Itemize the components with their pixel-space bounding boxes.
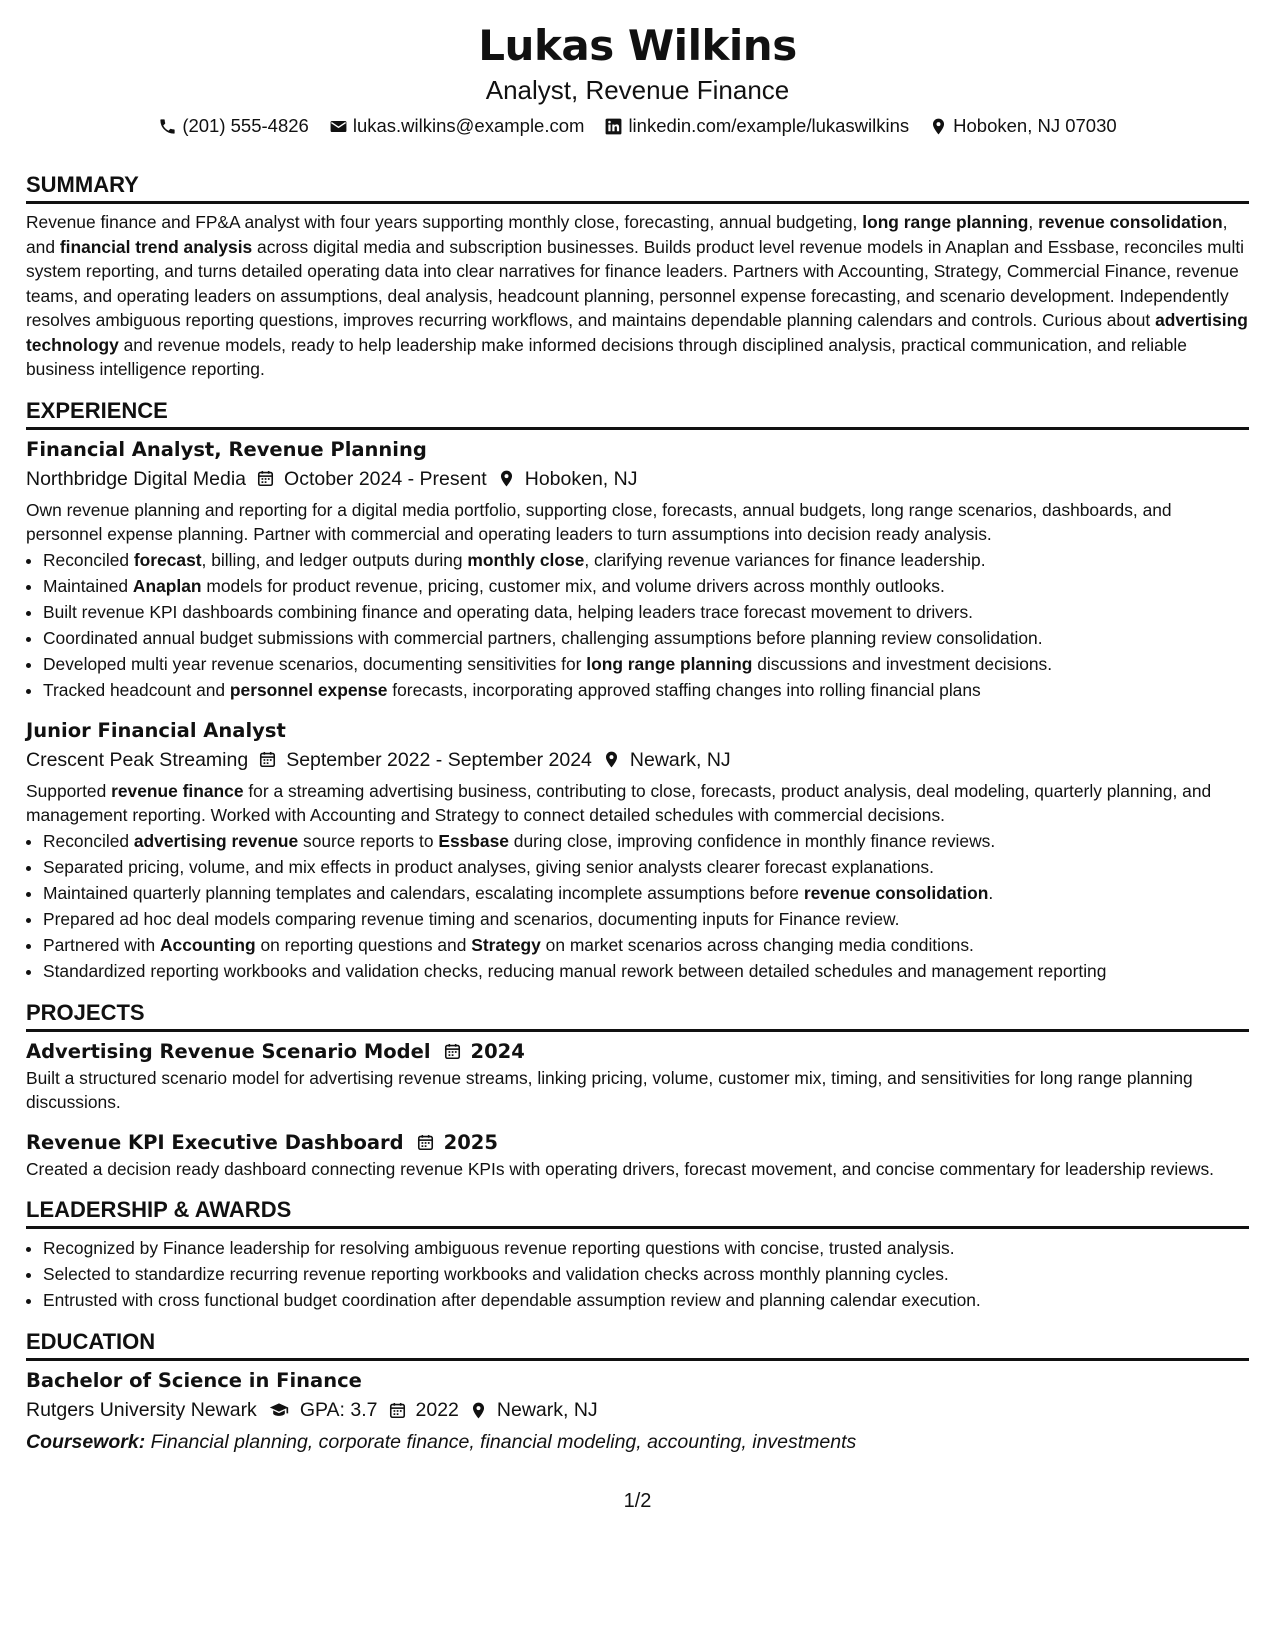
text-run: Partnered with [43,934,160,955]
company-name: Crescent Peak Streaming [26,748,249,771]
bold-keyword: financial trend analysis [59,236,253,257]
text-run: Maintained [43,575,133,596]
project-year: 2025 [443,1130,498,1154]
job-description [26,779,1249,828]
coursework-line [26,1427,1249,1457]
bold-keyword: advertising revenue [133,830,299,851]
page-number: 1/2 [623,1490,652,1512]
company-name: Northbridge Digital Media [26,467,247,490]
job-entry [26,717,1249,984]
job-location: Hoboken, NJ [524,467,638,490]
phone-icon [158,117,177,136]
job-title: Junior Financial Analyst [26,718,286,742]
text-run: across digital media and subscription businesses. Builds product level revenue models in Anaplan and Essbase, reconciles multi system reporting, and turns detailed operating data into clear narratives for finance leaders. Partners with Accounting, Strategy, Commercial Finance, revenue teams, and operating leaders on assumptions, deal analysis, headcount planning, personnel expense forecasting, and scenario development. Independently resolves ambiguous reporting questions, improves recurring workflows, and maintains dependable planning calendars and controls. Curious about [26,236,1245,330]
bold-keyword: Accounting [159,934,256,955]
map-pin-icon [602,750,621,769]
bold-keyword: monthly close [467,549,585,570]
school-name: Rutgers University Newark [26,1399,257,1421]
project-entry [26,1129,1249,1182]
text-run: , clarifying revenue variances for finance leadership. [584,549,986,570]
gpa-text: GPA: 3.7 [299,1399,378,1421]
text-run: . [988,882,994,903]
bold-keyword: Essbase [438,830,509,851]
job-meta [26,745,1249,775]
bullet-item [43,625,1249,651]
graduation-year: 2022 [415,1399,459,1421]
text-run: Separated pricing, volume, and mix effects in product analyses, giving senior analysts clearer forecast explanations. [43,856,934,877]
linkedin-icon [604,117,623,136]
text-run: Maintained quarterly planning templates and calendars, escalating incomplete assumptions before [43,882,804,903]
text-run: source reports to [298,830,439,851]
leadership-section [26,1195,1249,1313]
text-run: Built revenue KPI dashboards combining finance and operating data, helping leaders trace forecast movement to drivers. [43,601,973,622]
text-run: during close, improving confidence in monthly finance reviews. [508,830,996,851]
section-title: EDUCATION [26,1327,1249,1361]
email-text: lukas.wilkins@example.com [352,115,585,136]
candidate-name: Lukas Wilkins [478,21,797,70]
text-run: on market scenarios across changing media conditions. [540,934,974,955]
education-meta [26,1395,1249,1425]
map-pin-icon [929,117,948,136]
bold-keyword: revenue finance [111,780,244,801]
job-meta [26,464,1249,494]
job-entry [26,436,1249,703]
summary-text [26,210,1249,382]
bullet-item [43,906,1249,932]
job-bullets [26,547,1249,703]
phone-text: (201) 555-4826 [182,115,309,136]
text-run: Reconciled [43,830,134,851]
bold-keyword: Strategy [471,934,541,955]
degree-title: Bachelor of Science in Finance [26,1369,362,1392]
bold-keyword: advertising technology [26,310,1248,355]
bullet-item [43,958,1249,984]
job-dates: October 2024 - Present [284,467,487,490]
coursework-text: Financial planning, corporate finance, financial modeling, accounting, investments [145,1431,857,1453]
list-item: • Entrusted with cross functional budget coordination after dependable assumption review and planning calendar execution. [43,1287,1249,1313]
bold-keyword: forecast [133,549,202,570]
project-entry [26,1038,1249,1115]
calendar-icon [388,1401,407,1420]
text-run: Reconciled [43,549,134,570]
bullet-item [43,651,1249,677]
bullet-item [43,599,1249,625]
bullet-item [43,880,1249,906]
text-run: forecasts, incorporating approved staffing changes into rolling financial plans [387,679,981,700]
text-run: Coordinated annual budget submissions with commercial partners, challenging assumptions before planning review consolidation. [43,627,1043,648]
text-run: Tracked headcount and [43,679,230,700]
project-title: Revenue KPI Executive Dashboard [26,1130,404,1154]
text-run: , [1028,212,1039,232]
calendar-icon [256,469,275,488]
bold-keyword: revenue consolidation [803,882,989,903]
project-year: 2024 [470,1039,525,1063]
resume-page [26,18,1249,1457]
contact-location [929,112,1117,140]
bullet-item [43,828,1249,854]
bullet-item [43,677,1249,703]
text-run: and revenue models, ready to help leadership make informed decisions through disciplined analysis, practical communication, and reliable business intelligence reporting. [26,334,1187,379]
text-run: discussions and investment decisions. [752,653,1053,674]
job-description: Own revenue planning and reporting for a digital media portfolio, supporting close, forecasts, annual budgets, long range scenarios, dashboards, and personnel expense planning. Partner with commercial and operating leaders to turn assumptions into decision ready analysis. [26,499,1172,544]
job-bullets [26,828,1249,984]
calendar-icon [258,750,277,769]
list-item: • Recognized by Finance leadership for resolving ambiguous revenue reporting questions with concise, trusted analysis. [43,1235,1249,1261]
education-section [26,1327,1249,1457]
resume-header [26,18,1249,140]
contact-linkedin[interactable] [604,112,909,140]
leadership-list [26,1235,1249,1313]
contact-email[interactable] [329,112,585,140]
text-run: Revenue finance and FP&A analyst with four years supporting monthly close, forecasting, annual budgeting, [26,212,863,232]
map-pin-icon [469,1401,488,1420]
project-title: Advertising Revenue Scenario Model [26,1039,431,1063]
job-title: Financial Analyst, Revenue Planning [26,437,427,461]
text-run: Standardized reporting workbooks and validation checks, reducing manual rework between detailed schedules and management reporting [43,960,1107,981]
map-pin-icon [497,469,516,488]
section-title: PROJECTS [26,998,1249,1032]
envelope-icon [329,117,348,136]
summary-section [26,170,1249,382]
graduation-cap-icon [267,1400,291,1420]
bullet-item [43,573,1249,599]
school-location: Newark, NJ [496,1399,598,1421]
section-title: LEADERSHIP & AWARDS [26,1195,1249,1229]
candidate-role: Analyst, Revenue Finance [485,75,790,105]
section-title: SUMMARY [26,170,1249,204]
calendar-icon [416,1133,435,1152]
bullet-item [43,932,1249,958]
bold-keyword: personnel expense [229,679,388,700]
project-description: Created a decision ready dashboard connecting revenue KPIs with operating drivers, forecast movement, and concise commentary for leadership reviews. [26,1158,1215,1179]
job-location: Newark, NJ [629,748,731,771]
text-run: Supported [26,780,112,801]
text-run: Developed multi year revenue scenarios, documenting sensitivities for [43,653,587,674]
list-item: • Selected to standardize recurring revenue reporting workbooks and validation checks across monthly planning cycles. [43,1261,1249,1287]
contact-bar [26,112,1249,140]
bold-keyword: revenue consolidation [1038,212,1223,232]
job-dates: September 2022 - September 2024 [286,748,592,771]
section-title: EXPERIENCE [26,396,1249,430]
text-run: for a streaming advertising business, contributing to close, forecasts, product analysis, deal modeling, quarterly planning, and management reporting. Worked with Accounting and Strategy to connect detailed schedules with commercial decisions. [26,780,1212,825]
bullet-item [43,854,1249,880]
contact-phone[interactable] [158,112,309,140]
project-description: Built a structured scenario model for advertising revenue streams, linking pricing, volume, customer mix, timing, and sensitivities for long range planning discussions. [26,1067,1193,1112]
linkedin-text: linkedin.com/example/lukaswilkins [628,115,910,136]
projects-section [26,998,1249,1182]
coursework-label: Coursework: [26,1431,146,1453]
bullet-item [43,547,1249,573]
bold-keyword: Anaplan [132,575,202,596]
bold-keyword: long range planning [862,212,1029,232]
location-text: Hoboken, NJ 07030 [953,115,1117,136]
experience-section [26,396,1249,984]
calendar-icon [443,1042,462,1061]
text-run: on reporting questions and [255,934,472,955]
text-run: , and [26,212,1228,257]
text-run: Prepared ad hoc deal models comparing revenue timing and scenarios, documenting inputs for Finance review. [43,908,900,929]
text-run: models for product revenue, pricing, customer mix, and volume drivers across monthly outlooks. [201,575,945,596]
bold-keyword: long range planning [586,653,753,674]
text-run: , billing, and ledger outputs during [201,549,468,570]
